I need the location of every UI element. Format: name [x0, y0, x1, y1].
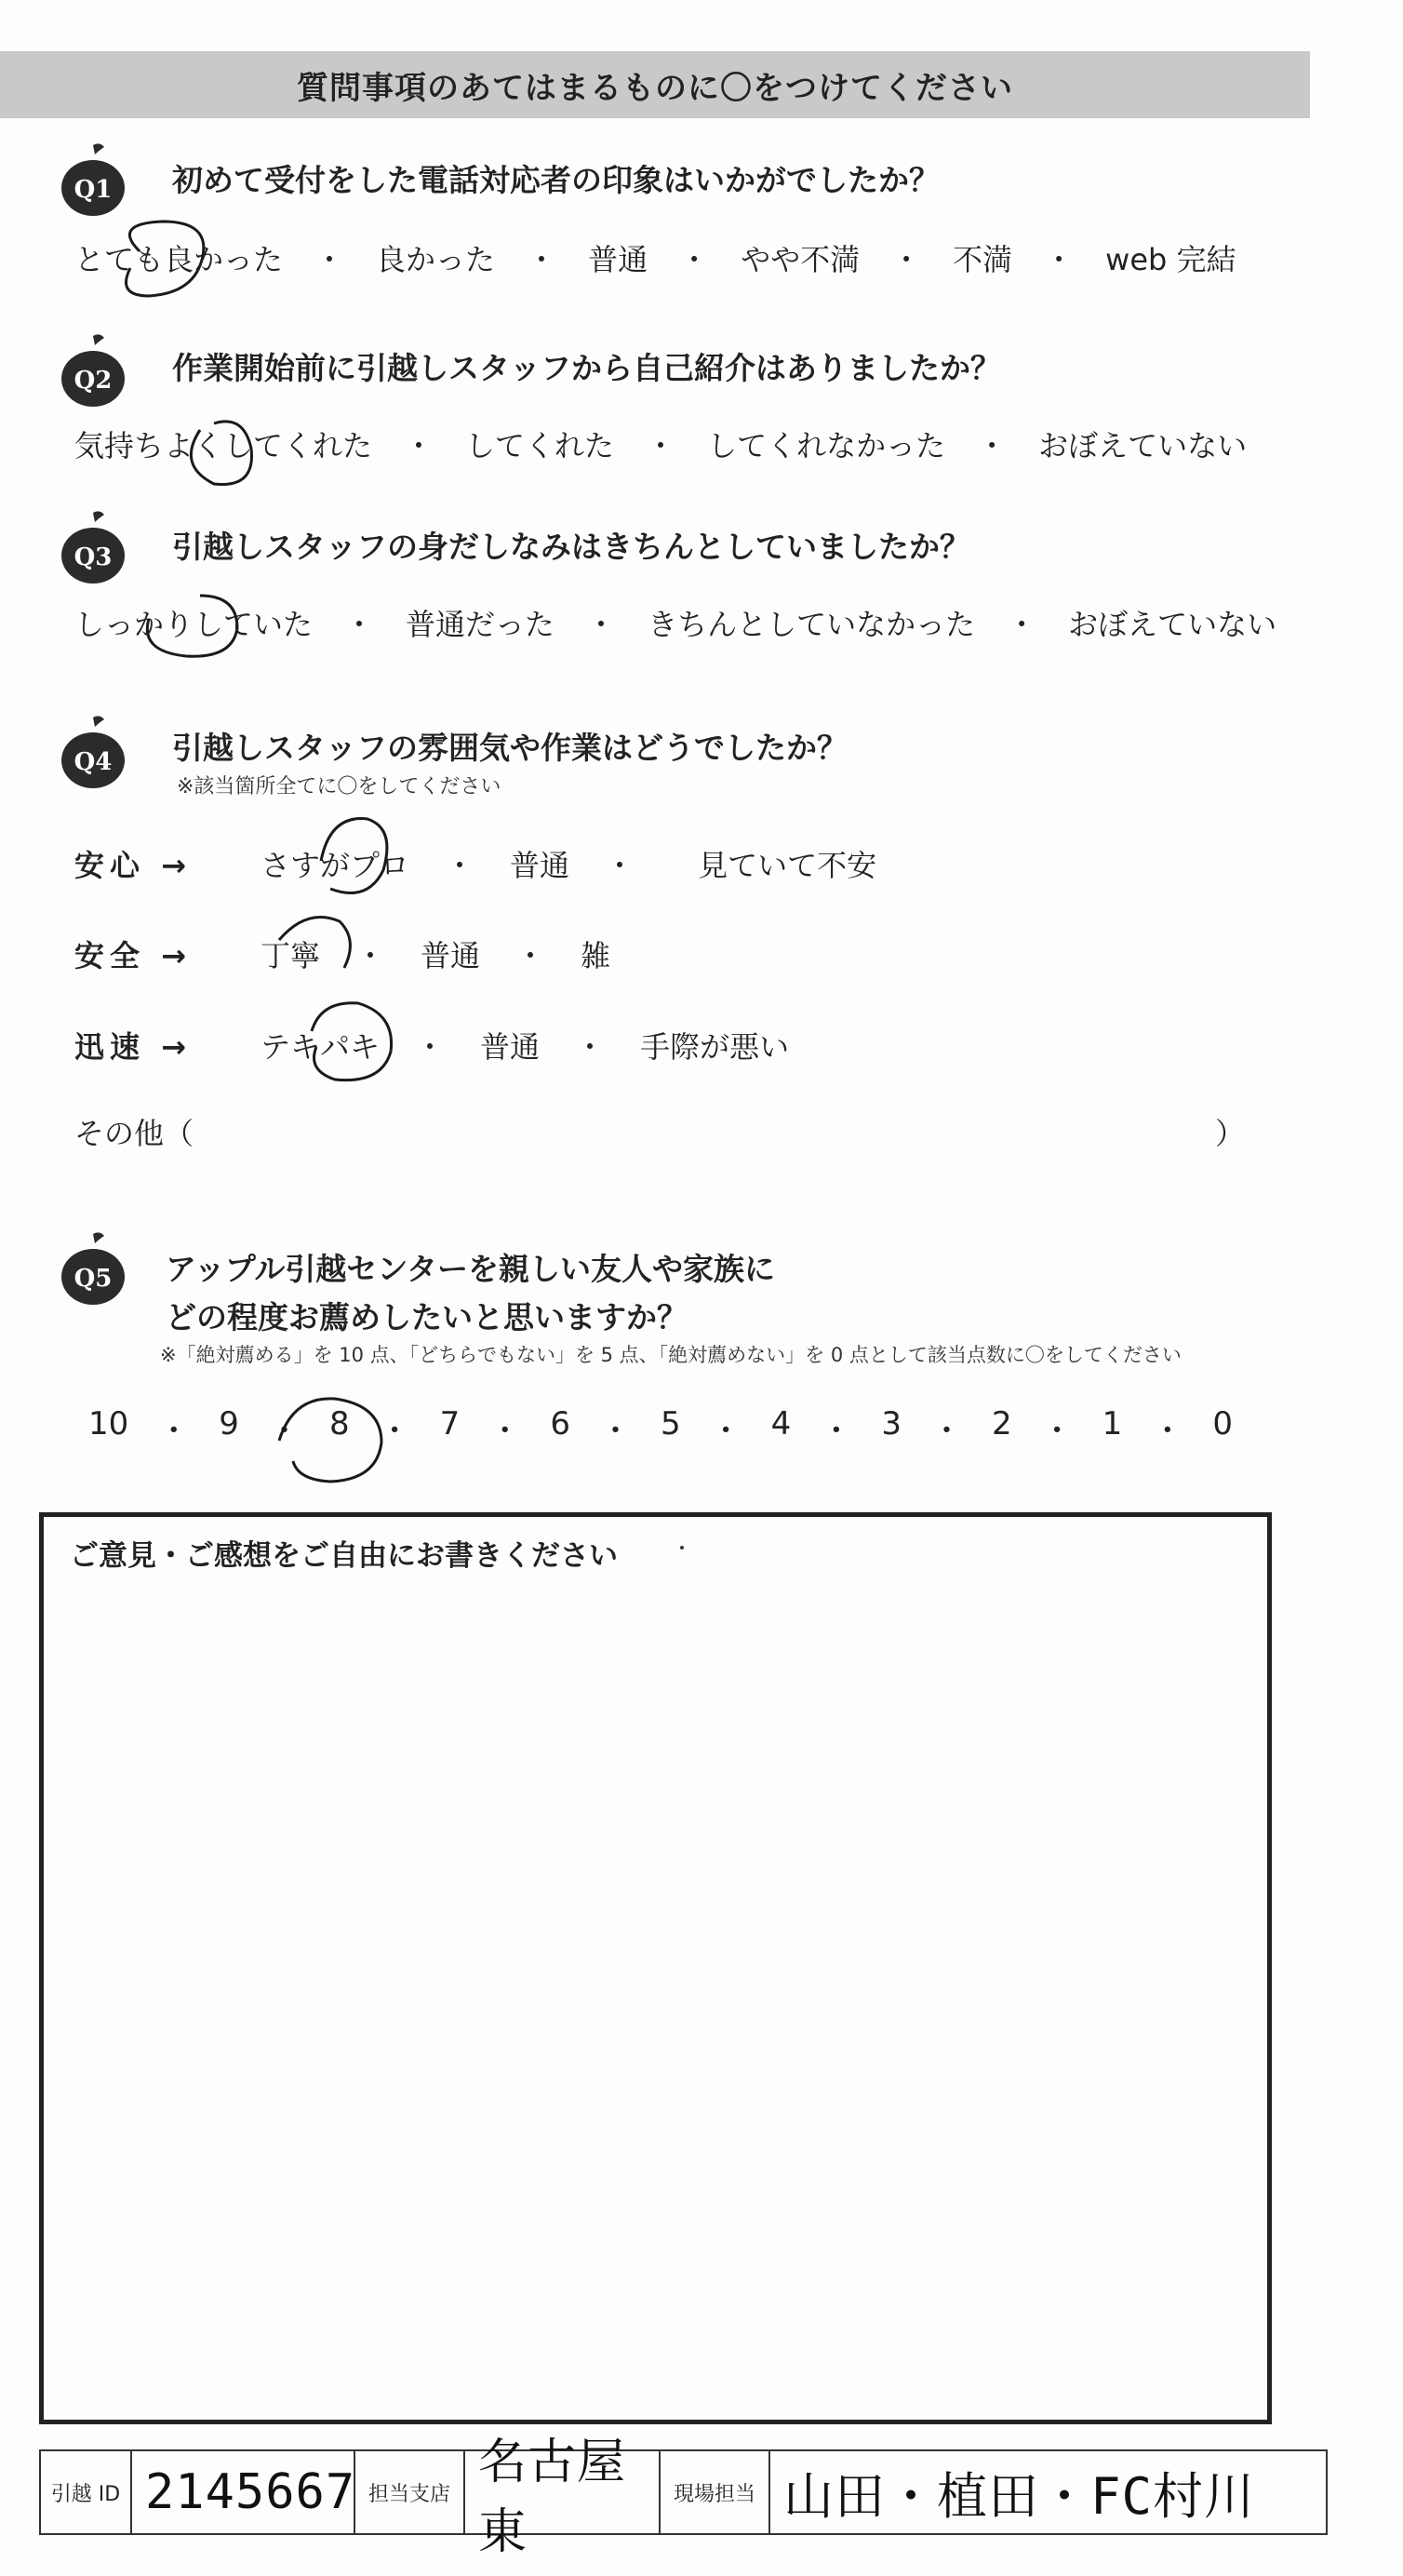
- separator-dot: ・: [355, 938, 386, 973]
- q4-option[interactable]: 見ていて不安: [698, 848, 877, 883]
- separator-dot: ・: [646, 428, 676, 463]
- q5-score-4[interactable]: 4: [770, 1405, 792, 1442]
- q3-options: [74, 601, 1276, 644]
- separator-dot: ・: [1044, 242, 1075, 277]
- q5-score-7[interactable]: 7: [439, 1405, 461, 1442]
- q1-option-4[interactable]: やや不満: [741, 242, 861, 277]
- q5-score-8[interactable]: 8: [328, 1405, 350, 1442]
- move-id-value: 2145667: [145, 2464, 356, 2520]
- q3-apple-badge-icon: [56, 507, 130, 591]
- q2-apple-badge-icon: [56, 330, 130, 414]
- move-id-label: 引越 ID: [50, 2482, 121, 2506]
- q1-apple-badge-icon: [56, 140, 130, 223]
- separator-dot: ・: [575, 1029, 606, 1065]
- q3-option-3[interactable]: きちんとしていなかった: [648, 607, 976, 642]
- separator-dot: ・: [445, 848, 475, 883]
- move-id-value-cell: [132, 2451, 355, 2533]
- comment-box-title: ご意見・ご感想をご自由にお書きください: [70, 1539, 618, 1573]
- q4-badge-label: Q4: [73, 748, 113, 776]
- q4-other-label: その他（: [74, 1116, 194, 1151]
- q5-score-3[interactable]: 3: [881, 1405, 902, 1442]
- comment-box[interactable]: [39, 1512, 1272, 2424]
- separator-dot: ・: [605, 848, 635, 883]
- separator-dot: ・: [527, 242, 557, 277]
- q5-score-2[interactable]: 2: [992, 1405, 1012, 1442]
- q1-badge-label: Q1: [73, 176, 113, 204]
- q4-row-jinsoku: [74, 1024, 789, 1067]
- separator-dot: ・: [415, 1029, 446, 1065]
- q4-other-close: ）: [1214, 1116, 1245, 1151]
- q3-option-4[interactable]: おぼえていない: [1068, 607, 1277, 642]
- q4-option[interactable]: 普通: [421, 938, 481, 973]
- separator-dot: ・: [379, 1413, 411, 1450]
- q4-title: 引越しスタッフの雰囲気や作業はどうでしたか？: [172, 730, 848, 766]
- q3-option-2[interactable]: 普通だった: [406, 607, 555, 642]
- q2-option-2[interactable]: してくれた: [465, 428, 615, 463]
- q1-title: 初めて受付をした電話対応者の印象はいかがでしたか？: [172, 162, 940, 198]
- q5-title-line2: どの程度お薦めしたいと思いますか？: [166, 1299, 688, 1335]
- q1-option-5[interactable]: 不満: [953, 242, 1013, 277]
- q1-option-2[interactable]: 良かった: [376, 242, 496, 277]
- separator-dot: ・: [344, 607, 375, 642]
- q5-score-6[interactable]: 6: [550, 1405, 570, 1442]
- move-id-label-cell: [41, 2451, 132, 2533]
- q1-option-3[interactable]: 普通: [588, 242, 648, 277]
- branch-value: 名古屋東: [478, 2435, 627, 2560]
- separator-dot: ・: [1041, 1413, 1074, 1450]
- q5-score-0[interactable]: 0: [1212, 1405, 1233, 1442]
- q4-option[interactable]: 雑: [581, 938, 611, 973]
- separator-dot: ・: [891, 242, 922, 277]
- q4-option[interactable]: 丁寧: [261, 938, 321, 973]
- separator-dot: ・: [404, 428, 434, 463]
- separator-dot: ・: [930, 1413, 963, 1450]
- q5-score-1[interactable]: 1: [1102, 1405, 1123, 1442]
- separator-dot: ・: [157, 1413, 190, 1450]
- q5-badge-label: Q5: [73, 1265, 113, 1293]
- q4-row-label: 安全 →: [74, 938, 192, 973]
- q4-other-field[interactable]: [74, 1110, 1245, 1153]
- separator-dot: ・: [488, 1413, 521, 1450]
- q2-badge-label: Q2: [73, 367, 113, 395]
- q2-option-3[interactable]: してくれなかった: [707, 428, 946, 463]
- separator-dot: ・: [1151, 1413, 1183, 1450]
- q5-score-10[interactable]: 10: [88, 1405, 129, 1442]
- q2-option-1[interactable]: 気持ちよくしてくれた: [74, 428, 373, 463]
- form-header: [0, 51, 1310, 118]
- q5-score-5[interactable]: 5: [660, 1405, 681, 1442]
- q4-option[interactable]: さすがプロ: [261, 848, 410, 883]
- q5-score-scale: [88, 1405, 1233, 1451]
- q1-options: [74, 236, 1236, 279]
- form-header-title: 質問事項のあてはまるものに〇をつけてください: [297, 69, 1013, 107]
- q4-option[interactable]: 普通: [510, 848, 570, 883]
- footer-table: [39, 2435, 1328, 2560]
- q4-option[interactable]: 手際が悪い: [640, 1029, 790, 1065]
- q4-note: ※該当箇所全てに〇をしてください: [177, 775, 501, 798]
- staff-value-cell: [770, 2451, 1326, 2533]
- q5-score-9[interactable]: 9: [219, 1405, 239, 1442]
- staff-label: 現場担当: [673, 2482, 755, 2506]
- separator-dot: ・: [599, 1413, 632, 1450]
- q2-option-4[interactable]: おぼえていない: [1038, 428, 1248, 463]
- branch-value-cell: [465, 2435, 661, 2560]
- separator-dot: ・: [679, 242, 710, 277]
- q3-title: 引越しスタッフの身だしなみはきちんとしていましたか？: [172, 529, 970, 565]
- branch-label-cell: [355, 2451, 465, 2533]
- q1-option-1[interactable]: とても良かった: [74, 242, 284, 277]
- separator-dot: ・: [515, 938, 546, 973]
- separator-dot: ・: [710, 1413, 742, 1450]
- staff-label-cell: [661, 2451, 770, 2533]
- q5-apple-badge-icon: [56, 1228, 130, 1312]
- q4-apple-badge-icon: [56, 712, 130, 796]
- q3-badge-label: Q3: [73, 543, 113, 571]
- separator-dot: ・: [1007, 607, 1037, 642]
- q3-option-1[interactable]: しっかりしていた: [74, 607, 314, 642]
- q5-note: ※「絶対薦める」を 10 点、「どちらでもない」を 5 点、「絶対薦めない」を 0 点として該当点数に〇をしてください: [160, 1344, 1182, 1366]
- staff-value: 山田・植田・FC村川: [783, 2466, 1256, 2526]
- q2-options: [74, 423, 1247, 465]
- separator-dot: ・: [586, 607, 617, 642]
- separator-dot: ・: [820, 1413, 852, 1450]
- q1-option-6[interactable]: web 完結: [1105, 242, 1236, 277]
- q4-row-anzen: [74, 932, 610, 975]
- q4-option[interactable]: テキパキ: [261, 1029, 381, 1065]
- q4-row-label: 安心 →: [74, 848, 192, 883]
- q4-row-label: 迅速 →: [74, 1029, 192, 1065]
- q4-option[interactable]: 普通: [480, 1029, 541, 1065]
- branch-label: 担当支店: [367, 2482, 450, 2506]
- separator-dot: ・: [314, 242, 345, 277]
- q4-row-anshin: [74, 842, 876, 885]
- q2-title: 作業開始前に引越しスタッフから自己紹介はありましたか？: [172, 350, 1001, 386]
- separator-dot: ・: [268, 1413, 301, 1450]
- separator-dot: ・: [977, 428, 1008, 463]
- q5-title-line1: アップル引越センターを親しい友人や家族に: [166, 1251, 776, 1287]
